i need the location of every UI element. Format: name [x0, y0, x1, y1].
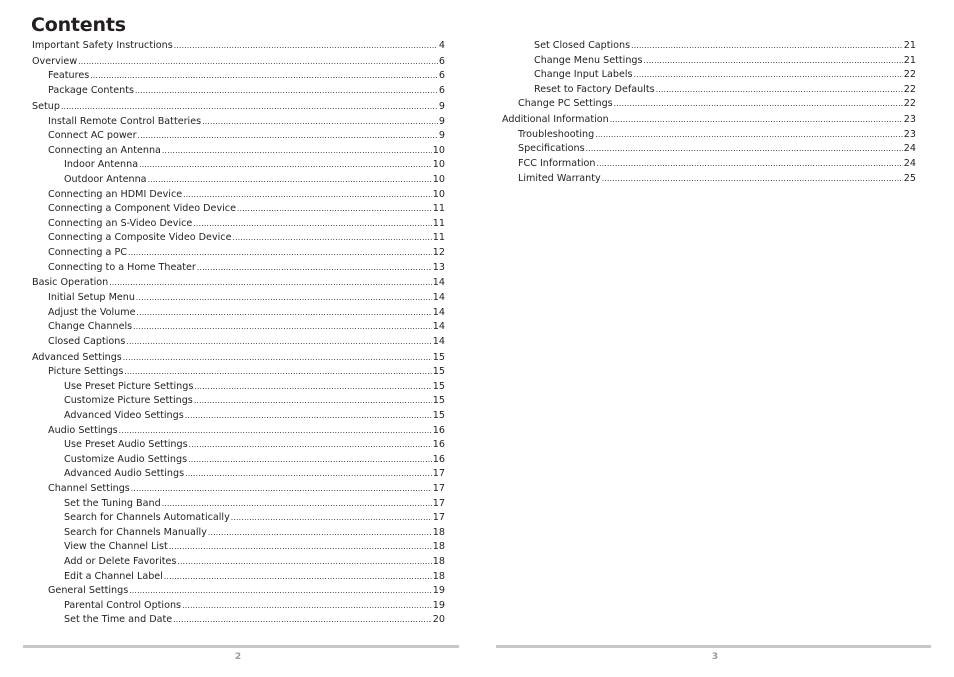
toc-entry-page: 17 [432, 497, 445, 509]
toc-entry[interactable] [502, 83, 916, 98]
toc-entry[interactable] [32, 188, 445, 203]
toc-entry[interactable] [502, 172, 916, 187]
dot-leader [602, 174, 903, 184]
toc-entry-title: Outdoor Antenna [64, 173, 147, 185]
toc-entry-title: Install Remote Control Batteries [48, 115, 202, 127]
toc-entry[interactable] [32, 69, 445, 84]
dot-leader [164, 572, 432, 582]
toc-entry-page: 9 [438, 115, 445, 127]
dot-leader [197, 263, 432, 273]
dot-leader [202, 117, 438, 127]
toc-entry[interactable] [32, 306, 445, 321]
toc-entry[interactable] [32, 511, 445, 526]
dot-leader [185, 469, 432, 479]
toc-entry-title: Additional Information [502, 114, 609, 126]
page-number-right: 3 [711, 652, 719, 662]
toc-entry-page: 10 [432, 188, 445, 200]
toc-entry-page: 14 [432, 335, 445, 347]
toc-entry[interactable] [32, 39, 445, 54]
dot-leader [614, 99, 903, 109]
dot-leader [182, 601, 432, 611]
toc-entry-page: 16 [432, 453, 445, 465]
toc-entry-page: 6 [438, 70, 445, 82]
toc-entry-title: Troubleshooting [518, 128, 595, 140]
footer-divider-right [496, 645, 931, 648]
toc-entry[interactable] [32, 497, 445, 512]
dot-leader [119, 426, 432, 436]
dot-leader [183, 190, 432, 200]
toc-entry[interactable] [32, 540, 445, 555]
toc-entry[interactable] [32, 231, 445, 246]
toc-entry-page: 22 [903, 98, 916, 110]
toc-entry-title: Indoor Antenna [64, 159, 139, 171]
toc-entry-page: 17 [432, 483, 445, 494]
dot-leader [174, 41, 438, 51]
dot-leader [148, 175, 432, 185]
toc-entry[interactable] [32, 144, 445, 159]
toc-entry-page: 23 [903, 114, 916, 126]
dot-leader [135, 86, 438, 96]
toc-entry-title: Advanced Settings [32, 351, 122, 363]
toc-entry-page: 21 [903, 40, 916, 51]
toc-entry-page: 17 [432, 468, 445, 480]
dot-leader [193, 219, 431, 229]
toc-entry[interactable] [32, 291, 445, 306]
toc-entry[interactable] [32, 424, 445, 439]
dot-leader [194, 396, 432, 406]
toc-entry-page: 19 [432, 585, 445, 597]
toc-entry-title: Features [48, 70, 90, 82]
toc-entry[interactable] [32, 246, 445, 261]
dot-leader [162, 146, 432, 156]
dot-leader [138, 131, 438, 141]
toc-entry[interactable] [502, 142, 916, 157]
toc-entry-page: 20 [432, 614, 445, 626]
toc-entry-title: Connecting an S-Video Device [48, 217, 193, 229]
toc-entry-title: Parental Control Options [64, 599, 182, 611]
page-number-left: 2 [234, 652, 242, 662]
toc-entry-title: Limited Warranty [518, 172, 601, 184]
dot-leader [90, 71, 438, 81]
toc-entry-title: Audio Settings [48, 424, 118, 436]
toc-entry-page: 19 [432, 599, 445, 611]
toc-entry-title: Overview [32, 55, 78, 67]
toc-entry-title: Connecting an HDMI Device [48, 188, 183, 200]
toc-entry-title: Initial Setup Menu [48, 291, 135, 303]
toc-entry-title: Customize Audio Settings [64, 453, 188, 465]
dot-leader [169, 542, 432, 552]
toc-entry[interactable] [502, 128, 916, 143]
toc-entry[interactable] [32, 365, 445, 380]
dot-leader [136, 293, 432, 303]
dot-leader [644, 56, 903, 66]
toc-entry[interactable] [32, 115, 445, 130]
toc-entry-page: 9 [438, 100, 445, 112]
toc-entry[interactable] [32, 409, 445, 424]
toc-entry[interactable] [502, 54, 916, 69]
toc-entry-page: 11 [432, 217, 445, 229]
dot-leader [124, 367, 431, 377]
dot-leader [137, 308, 432, 318]
toc-entry-title: Change Input Labels [534, 69, 633, 81]
dot-leader [131, 484, 432, 494]
toc-entry-page: 12 [432, 246, 445, 258]
toc-entry-title: FCC Information [518, 158, 596, 170]
toc-entry-page: 10 [432, 173, 445, 185]
toc-entry-page: 24 [903, 143, 916, 155]
toc-entry-title: Setup [32, 100, 60, 112]
dot-leader [61, 102, 438, 112]
footer-divider-left [23, 645, 459, 648]
toc-entry-title: Important Safety Instructions [32, 40, 173, 51]
toc-entry-page: 11 [432, 203, 445, 215]
toc-entry[interactable] [32, 276, 445, 291]
toc-entry-title: Connecting a Composite Video Device [48, 232, 232, 244]
toc-entry[interactable] [502, 97, 916, 112]
dot-leader [194, 382, 431, 392]
page-title: Contents [31, 14, 126, 36]
toc-entry-page: 18 [432, 570, 445, 582]
toc-entry-page: 23 [903, 128, 916, 140]
dot-leader [597, 159, 903, 169]
toc-entry-page: 10 [432, 159, 445, 171]
dot-leader [123, 353, 432, 363]
toc-entry[interactable] [32, 467, 445, 482]
toc-entry-page: 24 [903, 158, 916, 170]
toc-entry[interactable] [32, 438, 445, 453]
toc-entry-page: 25 [903, 172, 916, 184]
toc-entry-page: 22 [903, 69, 916, 81]
dot-leader [126, 337, 431, 347]
toc-entry-title: Channel Settings [48, 483, 130, 494]
toc-entry[interactable] [32, 335, 445, 350]
toc-entry-page: 13 [432, 261, 445, 273]
toc-entry[interactable] [32, 320, 445, 335]
toc-entry[interactable] [32, 261, 445, 276]
toc-entry-page: 18 [432, 555, 445, 567]
dot-leader [595, 130, 903, 140]
toc-entry[interactable] [32, 84, 445, 99]
dot-leader [232, 233, 431, 243]
toc-entry-title: Set Closed Captions [534, 40, 631, 51]
dot-leader [631, 41, 903, 51]
dot-leader [128, 248, 432, 258]
toc-entry[interactable] [32, 129, 445, 144]
toc-entry-title: Use Preset Picture Settings [64, 380, 194, 392]
toc-entry[interactable] [32, 453, 445, 468]
toc-entry-title: Connect AC power [48, 130, 137, 142]
dot-leader [188, 455, 432, 465]
dot-leader [237, 204, 432, 214]
toc-entry-page: 18 [432, 526, 445, 538]
toc-entry-page: 16 [432, 439, 445, 451]
toc-entry-page: 6 [438, 55, 445, 67]
toc-entry-title: Closed Captions [48, 335, 126, 347]
toc-entry-page: 15 [432, 410, 445, 422]
toc-entry-title: Use Preset Audio Settings [64, 439, 188, 451]
toc-entry-title: Advanced Audio Settings [64, 468, 185, 480]
toc-entry[interactable] [32, 202, 445, 217]
dot-leader [129, 586, 432, 596]
dot-leader [139, 160, 432, 170]
toc-entry-title: Package Contents [48, 85, 134, 97]
toc-entry[interactable] [32, 482, 445, 497]
toc-entry[interactable] [502, 68, 916, 83]
toc-entry-title: Search for Channels Automatically [64, 512, 230, 524]
dot-leader [634, 70, 903, 80]
toc-entry-page: 9 [438, 130, 445, 142]
toc-entry-page: 18 [432, 541, 445, 553]
dot-leader [133, 322, 432, 332]
toc-entry[interactable] [32, 613, 445, 628]
toc-entry-title: Specifications [518, 143, 585, 155]
dot-leader [208, 528, 432, 538]
toc-entry-title: Add or Delete Favorites [64, 555, 177, 567]
toc-entry-page: 4 [438, 40, 445, 51]
toc-entry-title: Reset to Factory Defaults [534, 83, 655, 95]
toc-entry-page: 22 [903, 83, 916, 95]
toc-entry[interactable] [32, 394, 445, 409]
toc-left-column [32, 39, 445, 628]
toc-entry-title: Change Menu Settings [534, 54, 643, 66]
toc-entry-title: Basic Operation [32, 277, 109, 289]
toc-entry-page: 15 [432, 380, 445, 392]
toc-entry-title: Set the Time and Date [64, 614, 173, 626]
toc-entry-title: Search for Channels Manually [64, 526, 207, 538]
toc-entry[interactable] [502, 157, 916, 172]
toc-entry-title: Edit a Channel Label [64, 570, 163, 582]
toc-entry-title: Adjust the Volume [48, 306, 136, 318]
toc-entry[interactable] [32, 555, 445, 570]
dot-leader [610, 115, 903, 125]
toc-entry-title: General Settings [48, 585, 129, 597]
dot-leader [189, 440, 432, 450]
toc-entry-page: 14 [432, 277, 445, 289]
toc-entry-page: 10 [432, 144, 445, 156]
toc-entry[interactable] [32, 173, 445, 188]
toc-entry-page: 15 [432, 366, 445, 378]
toc-entry-title: Connecting an Antenna [48, 144, 161, 156]
dot-leader [656, 85, 903, 95]
toc-entry[interactable] [32, 380, 445, 395]
toc-entry-title: Change Channels [48, 321, 133, 333]
toc-entry-page: 6 [438, 85, 445, 97]
toc-entry[interactable] [502, 113, 916, 128]
toc-entry[interactable] [502, 39, 916, 54]
toc-entry-title: Advanced Video Settings [64, 410, 184, 422]
toc-entry-title: Connecting to a Home Theater [48, 261, 196, 273]
toc-entry[interactable] [32, 584, 445, 599]
toc-entry-page: 14 [432, 321, 445, 333]
toc-entry-page: 17 [432, 512, 445, 524]
dot-leader [162, 499, 432, 509]
toc-entry-title: Connecting a Component Video Device [48, 203, 236, 215]
toc-entry[interactable] [32, 570, 445, 585]
dot-leader [185, 411, 432, 421]
toc-entry-page: 11 [432, 232, 445, 244]
toc-entry[interactable] [32, 55, 445, 70]
toc-entry-page: 16 [432, 424, 445, 436]
toc-right-column [502, 39, 916, 186]
toc-entry[interactable] [32, 526, 445, 541]
toc-entry[interactable] [32, 158, 445, 173]
toc-entry[interactable] [32, 599, 445, 614]
toc-entry-page: 15 [432, 351, 445, 363]
toc-entry-title: Picture Settings [48, 366, 124, 378]
toc-entry-title: Set the Tuning Band [64, 497, 161, 509]
dot-leader [109, 278, 432, 288]
dot-leader [177, 557, 431, 567]
toc-entry-page: 14 [432, 306, 445, 318]
toc-entry-title: Connecting a PC [48, 246, 127, 258]
toc-entry-title: Customize Picture Settings [64, 395, 193, 407]
dot-leader [231, 513, 432, 523]
toc-entry-title: Change PC Settings [518, 98, 613, 110]
dot-leader [173, 615, 432, 625]
toc-entry[interactable] [32, 217, 445, 232]
toc-entry-page: 21 [903, 54, 916, 66]
dot-leader [586, 144, 903, 154]
toc-entry[interactable] [32, 100, 445, 115]
dot-leader [78, 57, 438, 67]
toc-entry-page: 14 [432, 291, 445, 303]
toc-entry-title: View the Channel List [64, 541, 168, 553]
toc-entry[interactable] [32, 351, 445, 366]
toc-entry-page: 15 [432, 395, 445, 407]
